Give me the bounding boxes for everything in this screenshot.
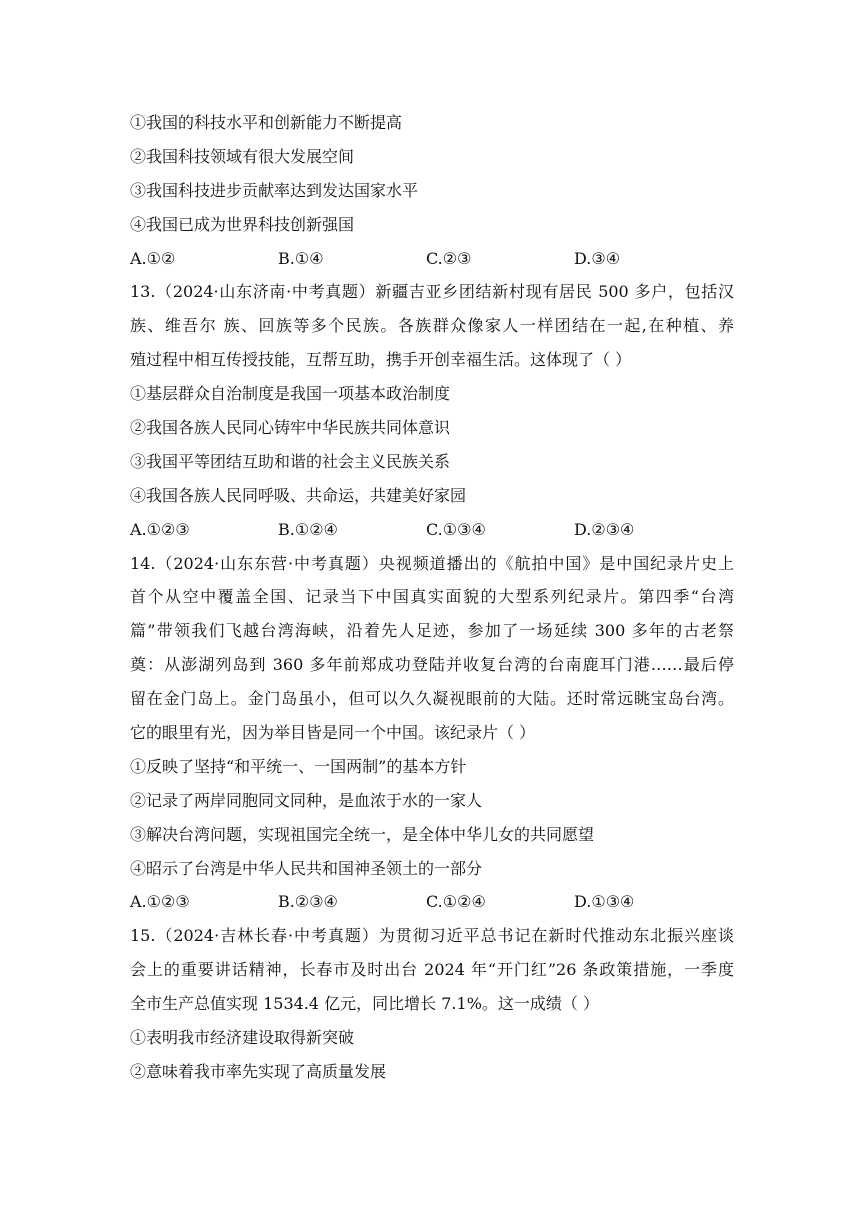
q13-option-4: ④我国各族人民同呼吸、共命运，共建美好家园 bbox=[130, 485, 467, 505]
q14-choice-d: D.①③④ bbox=[574, 892, 635, 912]
q15-option-2: ②意味着我市率先实现了高质量发展 bbox=[130, 1061, 387, 1081]
q14-option-1: ①反映了坚持“和平统一、一国两制”的基本方针 bbox=[130, 756, 467, 776]
q12-choice-b: B.①④ bbox=[278, 248, 324, 268]
q15-option-1: ①表明我市经济建设取得新突破 bbox=[130, 1028, 355, 1048]
q12-option-1: ①我国的科技水平和创新能力不断提高 bbox=[130, 113, 403, 132]
q13-choice-d: D.②③④ bbox=[574, 519, 635, 539]
q14-choice-a: A.①②③ bbox=[130, 892, 190, 912]
q12-option-3: ③我国科技进步贡献率达到发达国家水平 bbox=[130, 180, 419, 200]
question-12 bbox=[130, 106, 734, 275]
q12-answer-choices bbox=[130, 242, 734, 276]
q13-option-2: ②我国各族人民同心铸牢中华民族共同体意识 bbox=[130, 418, 451, 438]
q14-choice-c: C.①②④ bbox=[426, 892, 486, 912]
q14-option-4: ④昭示了台湾是中华人民共和国神圣领土的一部分 bbox=[130, 858, 483, 878]
q14-option-2: ②记录了两岸同胞同文同种，是血浓于水的一家人 bbox=[130, 790, 483, 810]
document-page bbox=[130, 106, 734, 1089]
question-14 bbox=[130, 547, 734, 920]
q13-option-1: ①基层群众自治制度是我国一项基本政治制度 bbox=[130, 384, 451, 404]
q13-choice-a: A.①②③ bbox=[130, 519, 190, 539]
q14-stem-line-5: 留在金门岛上。金门岛虽小，但可以久久凝视眼前的大陆。还时常远眺宝岛台湾。 bbox=[130, 689, 734, 709]
q14-stem-line-1: 14.（2024·山东东营·中考真题）央视频道播出的《航拍中国》是中国纪录片史上 bbox=[130, 553, 734, 573]
q12-option-2: ②我国科技领域有很大发展空间 bbox=[130, 146, 355, 166]
q12-choice-a: A.①② bbox=[130, 248, 176, 268]
q12-choice-d: D.③④ bbox=[574, 248, 621, 268]
question-15 bbox=[130, 919, 734, 1088]
q14-stem-line-3: 篇”带领我们飞越台湾海峡，沿着先人足迹，参加了一场延续 300 多年的古老祭 bbox=[130, 621, 734, 641]
q13-choice-b: B.①②④ bbox=[278, 519, 338, 539]
question-13 bbox=[130, 275, 734, 546]
q12-option-4: ④我国已成为世界科技创新强国 bbox=[130, 214, 355, 234]
q12-choice-c: C.②③ bbox=[426, 248, 472, 268]
q14-answer-choices bbox=[130, 885, 734, 919]
q13-answer-choices bbox=[130, 513, 734, 547]
q14-option-3: ③解决台湾问题，实现祖国完全统一，是全体中华儿女的共同愿望 bbox=[130, 824, 595, 844]
q13-stem-line-1: 13.（2024·山东济南·中考真题）新疆吉亚乡团结新村现有居民 500 多户，包括汉 bbox=[130, 282, 734, 302]
q15-stem-line-3: 全市生产总值实现 1534.4 亿元，同比增长 7.1%。这一成绩（ ） bbox=[130, 994, 599, 1014]
q14-choice-b: B.②③④ bbox=[278, 892, 338, 912]
q15-stem-line-2: 会上的重要讲话精神，长春市及时出台 2024 年“开门红”26 条政策措施，一季度 bbox=[130, 960, 734, 980]
q13-option-3: ③我国平等团结互助和谐的社会主义民族关系 bbox=[130, 451, 451, 471]
q14-stem-line-6: 它的眼里有光，因为举目皆是同一个中国。该纪录片（ ） bbox=[130, 723, 536, 743]
q13-stem-line-3: 殖过程中相互传授技能，互帮互助，携手开创幸福生活。这体现了（ ） bbox=[130, 350, 632, 370]
q14-stem-line-4: 奠：从澎湖列岛到 360 多年前郑成功登陆并收复台湾的台南鹿耳门港……最后停 bbox=[130, 655, 734, 675]
q13-choice-c: C.①③④ bbox=[426, 519, 486, 539]
q13-stem-line-2: 族、维吾尔 族、回族等多个民族。各族群众像家人一样团结在一起,在种植、养 bbox=[130, 316, 734, 336]
q14-stem-line-2: 首个从空中覆盖全国、记录当下中国真实面貌的大型系列纪录片。第四季“台湾 bbox=[130, 587, 734, 607]
q15-stem-line-1: 15.（2024·吉林长春·中考真题）为贯彻习近平总书记在新时代推动东北振兴座谈 bbox=[130, 926, 734, 946]
